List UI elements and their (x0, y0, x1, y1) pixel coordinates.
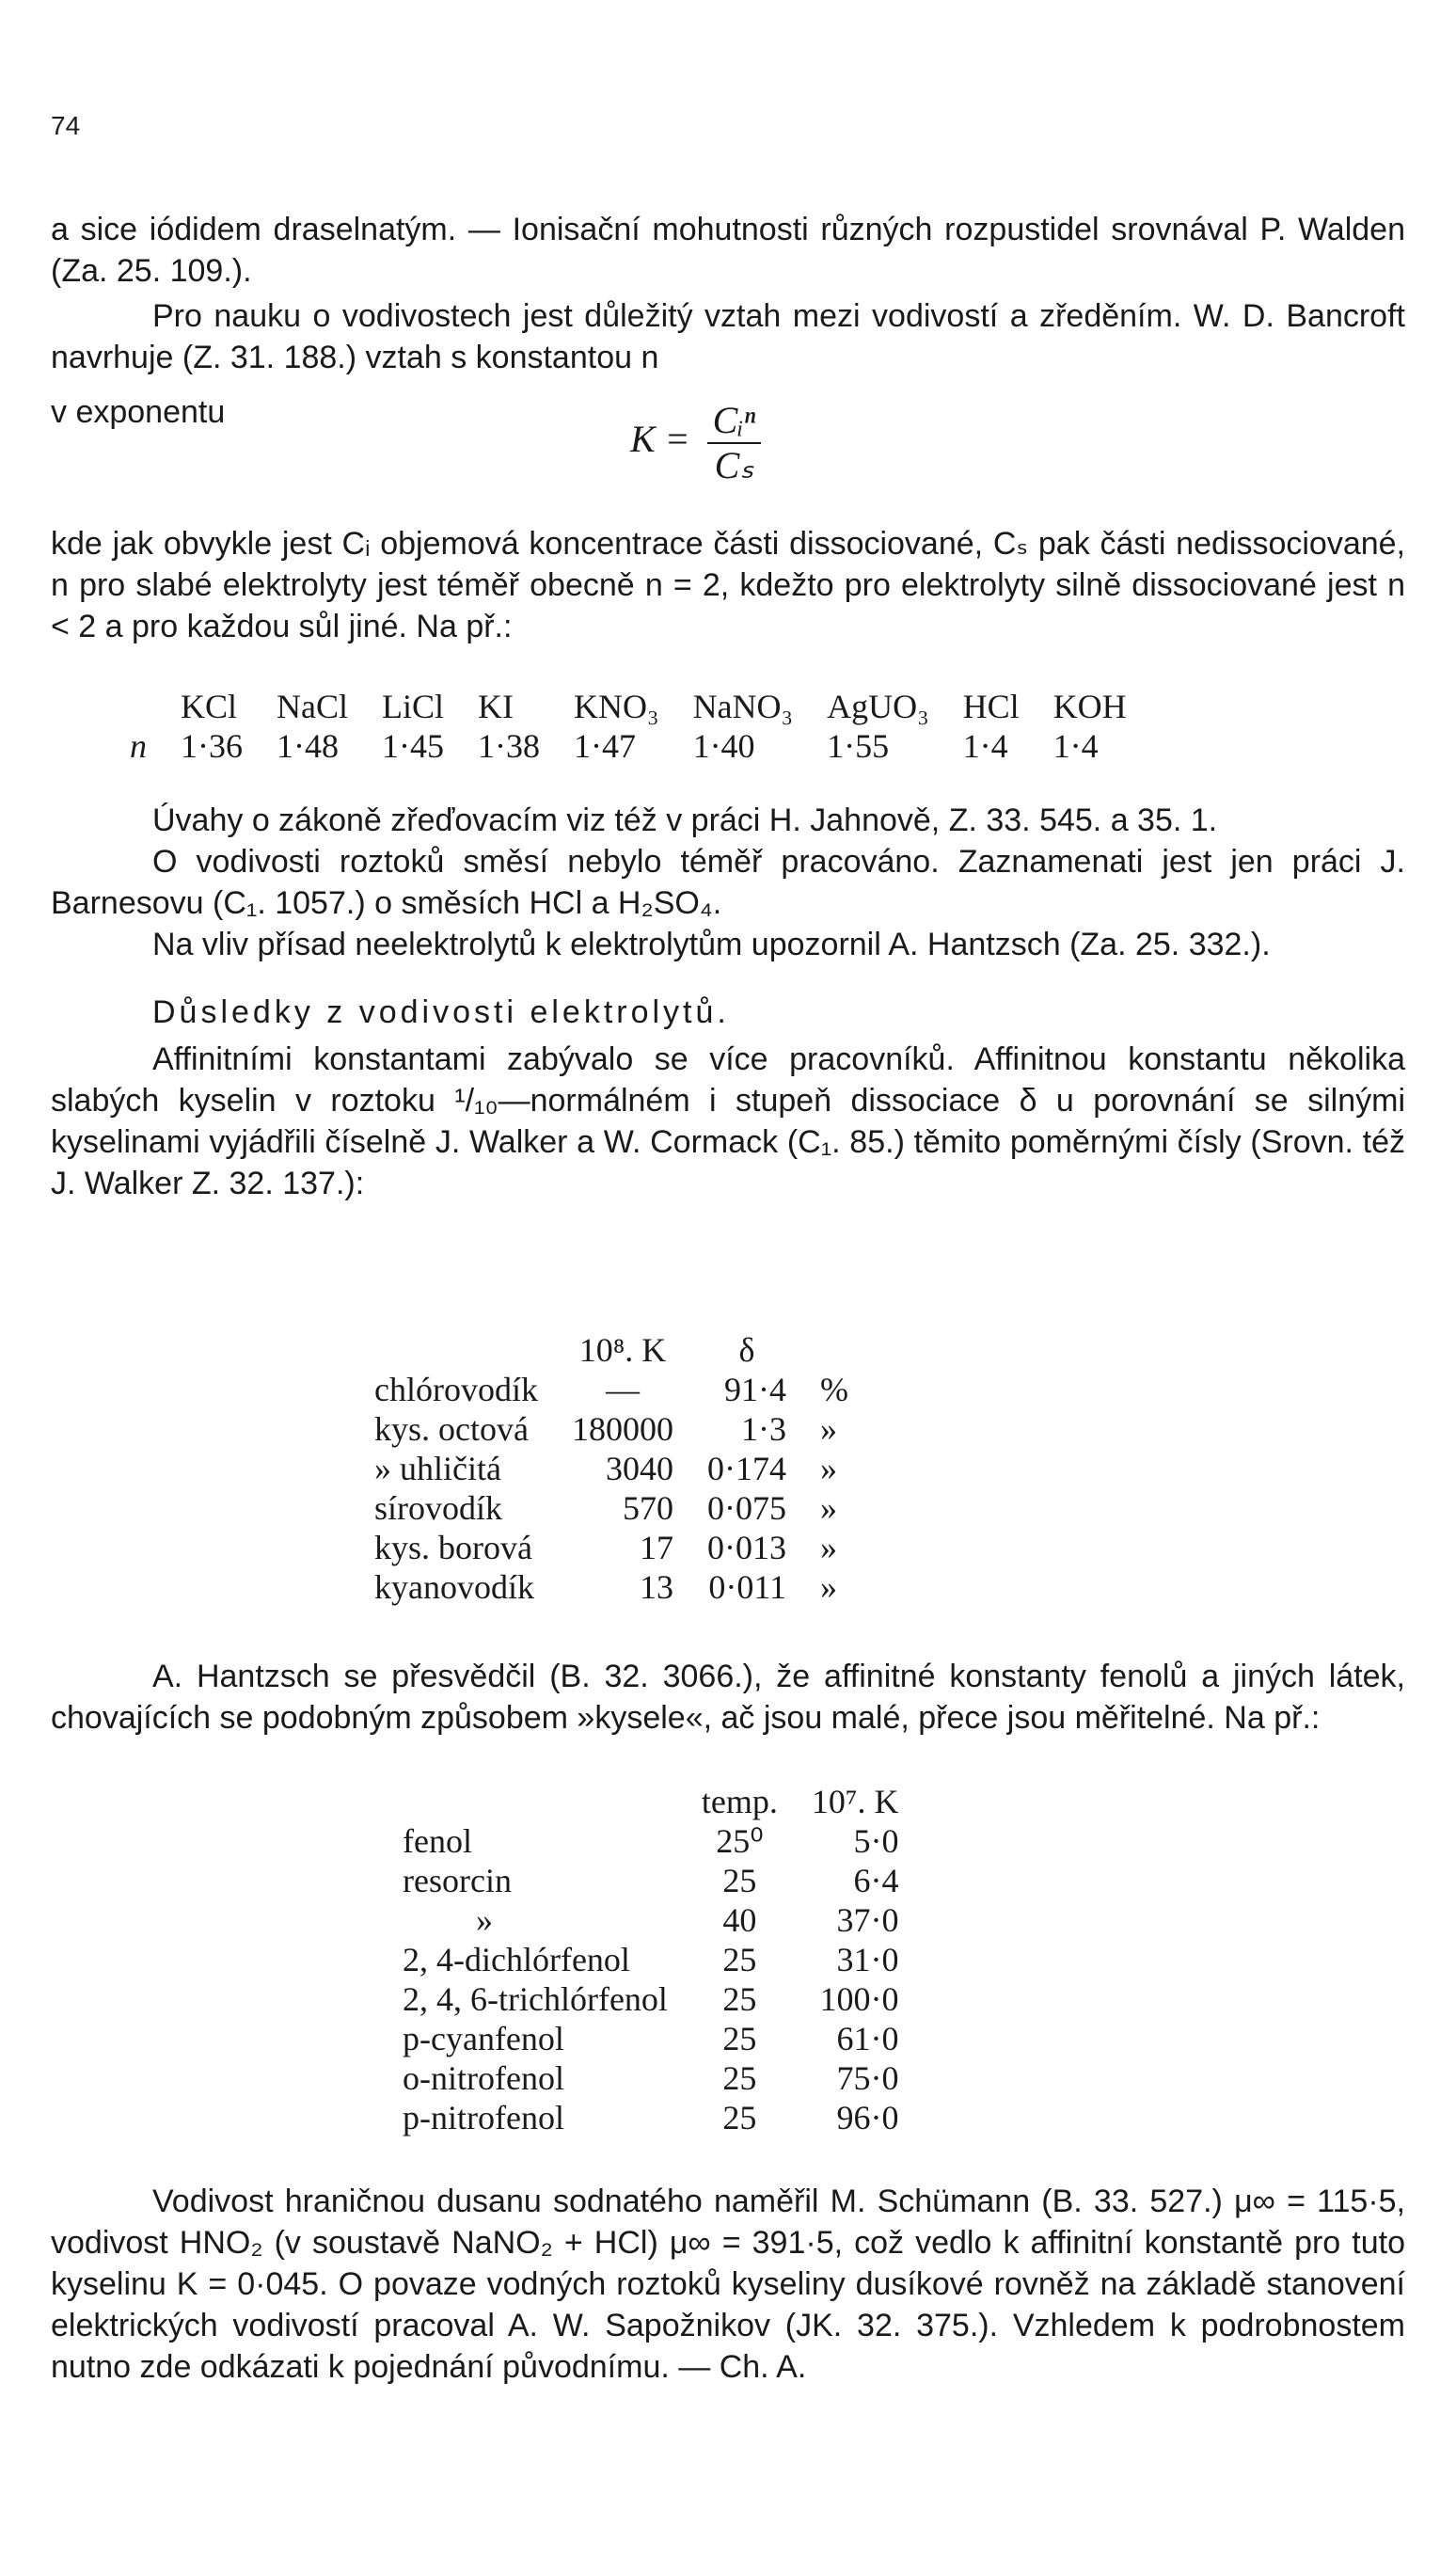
table-n-cell: 1·45 (382, 727, 444, 765)
table-n-cell: 1·47 (574, 727, 637, 765)
hantzsch-block (51, 1656, 1405, 1739)
phenol-temp: 25 (722, 2099, 757, 2136)
formula-denominator: Cₛ (714, 444, 754, 486)
acid-d: 0·013 (706, 1529, 786, 1566)
table-n-cell: 1·4 (962, 727, 1008, 765)
acid-d: 0·075 (706, 1489, 786, 1527)
acid-name: kys. octová (374, 1410, 529, 1448)
table-n-header: NaCl (277, 688, 348, 725)
table-n-header: HCl (962, 688, 1020, 725)
acid-k: 13 (639, 1568, 673, 1606)
phenol-k: 31·0 (836, 1941, 899, 1978)
table-row (386, 2058, 915, 2098)
table-row (357, 1567, 865, 1607)
phenol-temp: 25⁰ (716, 1822, 764, 1860)
paragraph-5: O vodivosti roztoků směsí nebylo téměř pracováno. Zaznamenati jest jen práci J. Barnesovu (C₁. 1057.) o směsích HCl a H₂SO₄. (51, 844, 1405, 921)
acid-unit: » (819, 1410, 837, 1448)
table-n-cell: 1·38 (478, 727, 541, 765)
phenol-name: resorcin (403, 1862, 512, 1899)
acid-unit: % (819, 1371, 848, 1408)
table-phenols-header-k: 10⁷. K (811, 1783, 899, 1820)
table-row (386, 1979, 915, 2019)
explanation-block (51, 523, 1405, 647)
table-row (357, 1409, 865, 1449)
table-row (357, 1370, 865, 1409)
phenol-name: fenol (403, 1822, 472, 1860)
table-n-cell: 1·36 (181, 727, 243, 765)
paragraph-2b: v exponentu (51, 394, 226, 430)
table-n-header: AgUO₃ (827, 688, 929, 725)
phenol-temp: 25 (722, 1862, 757, 1899)
acid-unit: » (819, 1450, 837, 1487)
paragraph-3: kde jak obvykle jest Cᵢ objemová koncentrace části dissociované, Cₛ pak části nedissociované, n pro slabé elektrolyty jest téměř obecně n = 2, kdežto pro elektrolyty silně dissociované jest n < 2 a pro každou sůl jiné. Na př.: (51, 526, 1405, 644)
table-acids (357, 1330, 865, 1607)
phenol-k: 5·0 (853, 1822, 899, 1860)
formula-fraction (707, 399, 762, 487)
table-acids-header-k: 10⁸. K (578, 1331, 667, 1369)
table-n-corner (113, 687, 164, 726)
acid-k: — (605, 1371, 640, 1408)
table-n-header: LiCl (382, 688, 445, 725)
acid-k: 17 (639, 1529, 673, 1566)
phenol-k: 100·0 (819, 1980, 899, 2018)
phenol-name: p-cyanfenol (403, 2020, 564, 2057)
phenol-temp: 25 (722, 2020, 757, 2057)
table-acids-corner (357, 1330, 555, 1370)
table-row (386, 2019, 915, 2058)
table-row (386, 1900, 915, 1940)
paragraph-7: Affinitními konstantami zabývalo se více pracovníků. Affinitnou konstantu několika slabých kyselin v roztoku ¹/₁₀—normálném i stupeň dissociace δ u porovnání se silnými kyselinami vyjádřili číselně J. Walker a W. Cormack (C₁. 85.) těmito poměrnými čísly (Srovn. též J. Walker Z. 32. 137.): (51, 1041, 1405, 1201)
phenol-temp: 25 (722, 1941, 757, 1978)
phenol-name: 2, 4, 6-trichlórfenol (403, 1980, 668, 2018)
final-block (51, 2181, 1405, 2388)
table-n-cell: 1·40 (692, 727, 755, 765)
formula-lhs: K = (630, 418, 690, 461)
table-row (357, 1488, 865, 1528)
acid-d: 1·3 (740, 1410, 786, 1448)
table-phenols-corner (386, 1782, 685, 1821)
formula-numerator: Cᵢⁿ (707, 399, 762, 444)
page-number: 74 (51, 111, 81, 140)
section-heading: Důsledky z vodivosti elektrolytů. (152, 994, 730, 1030)
table-n-cell: 1·48 (277, 727, 339, 765)
acid-name: kyanovodík (374, 1568, 534, 1606)
phenol-k: 61·0 (836, 2020, 899, 2057)
paragraph-9: Vodivost hraničnou dusanu sodnatého naměřil M. Schümann (B. 33. 527.) μ∞ = 115·5, vodivost HNO₂ (v soustavě NaNO₂ + HCl) μ∞ = 391·5, což vedlo k affinitní konstantě pro tuto kyselinu K = 0·045. O povaze vodných roztoků kyseliny dusíkové rovněž na základě stanovení elektrických vodivostí pracoval A. W. Sapožnikov (JK. 32. 375.). Vzhledem k podrobnostem nutno zde odkázati k pojednání původnímu. — Ch. A. (51, 2184, 1405, 2385)
table-phenols-header-row (386, 1782, 915, 1821)
phenol-k: 75·0 (836, 2059, 899, 2097)
paragraph-6: Na vliv přísad neelektrolytů k elektrolytům upozornil A. Hantzsch (Za. 25. 332.). (152, 927, 1271, 962)
table-n-header: KCl (181, 688, 238, 725)
table-n-header: KI (478, 688, 514, 725)
table-phenols (386, 1782, 915, 2137)
table-row (386, 1861, 915, 1900)
phenol-name: p-nitrofenol (403, 2099, 564, 2136)
table-n-row-label: n (130, 727, 147, 765)
acid-name: sírovodík (374, 1489, 503, 1527)
phenol-temp: 40 (722, 1901, 757, 1939)
acid-k: 3040 (605, 1450, 673, 1487)
table-n-values (113, 687, 1144, 766)
phenol-k: 96·0 (836, 2099, 899, 2136)
table-row (386, 1940, 915, 1979)
acid-unit: » (819, 1529, 837, 1566)
table-row (386, 2098, 915, 2137)
acid-unit: » (819, 1568, 837, 1606)
acid-name: kys. borová (374, 1529, 532, 1566)
phenol-name: o-nitrofenol (403, 2059, 564, 2097)
table-row (386, 1821, 915, 1861)
table-n-header-row (113, 687, 1144, 726)
table-acids-header-d: δ (738, 1331, 755, 1369)
table-row (357, 1528, 865, 1567)
paragraph-1: a sice iódidem draselnatým. — Ionisační mohutnosti různých rozpustidel srovnával P. Walden (Za. 25. 109.). (51, 212, 1405, 289)
acid-d: 0·011 (708, 1568, 786, 1606)
phenol-k: 37·0 (836, 1901, 899, 1939)
acid-k: 180000 (571, 1410, 673, 1448)
phenol-temp: 25 (722, 2059, 757, 2097)
table-n-header: KOH (1052, 688, 1127, 725)
phenol-temp: 25 (722, 1980, 757, 2018)
phenol-name: » (476, 1901, 493, 1939)
table-n-header: KNO₃ (574, 688, 659, 725)
acid-name: » uhličitá (374, 1450, 501, 1487)
table-n-cell: 1·4 (1052, 727, 1099, 765)
table-n-value-row (113, 726, 1144, 766)
table-n-header: NaNO₃ (692, 688, 794, 725)
table-n-cell: 1·55 (827, 727, 890, 765)
table-acids-header-row (357, 1330, 865, 1370)
paragraph-8: A. Hantzsch se přesvědčil (B. 32. 3066.), že affinitné konstanty fenolů a jiných látek, chovajících se podobným způsobem »kysele«, ač jsou malé, přece jsou měřitelné. Na př.: (51, 1659, 1405, 1736)
formula (630, 399, 761, 487)
acid-k: 570 (622, 1489, 673, 1527)
acid-d: 0·174 (706, 1450, 786, 1487)
table-acids-header-unit (803, 1330, 865, 1370)
acid-d: 91·4 (723, 1371, 786, 1408)
phenol-name: 2, 4-dichlórfenol (403, 1941, 630, 1978)
table-phenols-header-temp: temp. (701, 1783, 778, 1820)
table-row (357, 1449, 865, 1488)
paragraph-4: Úvahy o zákoně zřeďovacím viz též v práci H. Jahnově, Z. 33. 545. a 35. 1. (152, 802, 1218, 838)
middle-block (51, 800, 1405, 1204)
paragraph-2: Pro nauku o vodivostech jest důležitý vztah mezi vodivostí a zředěním. W. D. Bancroft navrhuje (Z. 31. 188.) vztah s konstantou n (51, 298, 1405, 375)
phenol-k: 6·4 (853, 1862, 899, 1899)
acid-unit: » (819, 1489, 837, 1527)
acid-name: chlórovodík (374, 1371, 538, 1408)
